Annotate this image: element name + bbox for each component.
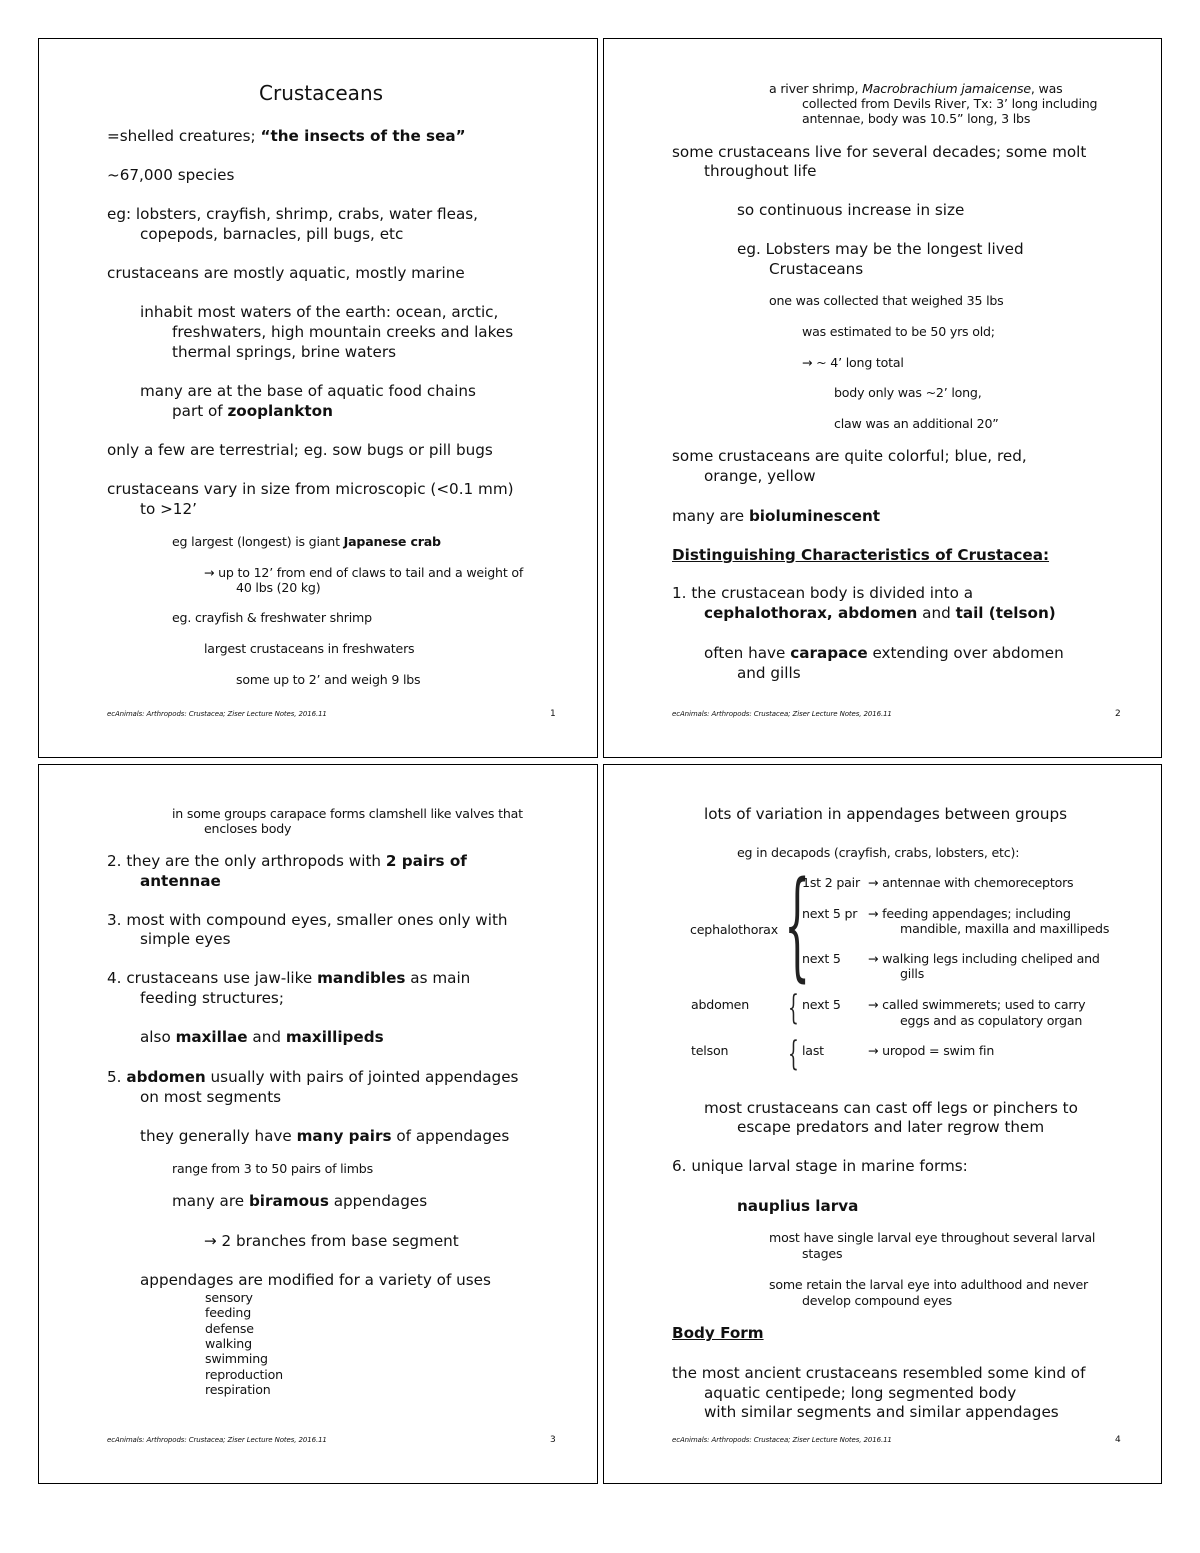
footer: ecAnimals: Arthropods: Crustacea; Ziser Lecture Notes, 2016.11: [672, 710, 892, 718]
text-line: range from 3 to 50 pairs of limbs: [172, 1161, 373, 1176]
text-line: lots of variation in appendages between groups: [704, 805, 1068, 823]
table-cell: eggs and as copulatory organ: [900, 1013, 1083, 1028]
footer: ecAnimals: Arthropods: Crustacea; Ziser Lecture Notes, 2016.11: [107, 710, 327, 718]
text-line: throughout life: [704, 162, 817, 180]
table-cell: → antennae with chemoreceptors: [868, 875, 1074, 890]
text-line: most crustaceans can cast off legs or pinchers to: [704, 1099, 1078, 1117]
text-line: largest crustaceans in freshwaters: [204, 641, 415, 656]
left-brace: {: [784, 855, 811, 993]
section-heading: Body Form: [672, 1324, 764, 1342]
text-line: freshwaters, high mountain creeks and lakes: [172, 323, 514, 341]
footer: ecAnimals: Arthropods: Crustacea; Ziser Lecture Notes, 2016.11: [107, 1436, 327, 1444]
text-line: and gills: [737, 664, 801, 682]
text-line: simple eyes: [140, 930, 231, 948]
list-item: feeding: [205, 1305, 251, 1320]
text-line: eg in decapods (crayfish, crabs, lobsters, etc):: [737, 845, 1020, 860]
section-heading: Distinguishing Characteristics of Crustacea:: [672, 546, 1050, 564]
list-item: respiration: [205, 1382, 271, 1397]
text-line: eg. crayfish & freshwater shrimp: [172, 610, 372, 625]
text-line: stages: [802, 1246, 843, 1261]
text-line: on most segments: [140, 1088, 282, 1106]
table-cell: → walking legs including cheliped and: [868, 951, 1100, 966]
text-line: 1. the crustacean body is divided into a: [672, 584, 974, 602]
text-line: =shelled creatures; “the insects of the sea”: [107, 127, 466, 145]
text-line: → up to 12’ from end of claws to tail and a weight of: [204, 565, 524, 580]
text-line: 2. they are the only arthropods with 2 pairs of: [107, 852, 467, 870]
text-line: some up to 2’ and weigh 9 lbs: [236, 672, 421, 687]
row-label: cephalothorax: [690, 922, 778, 937]
text-line: copepods, barnacles, pill bugs, etc: [140, 225, 404, 243]
text-line: some crustaceans are quite colorful; blue, red,: [672, 447, 1027, 465]
text-line: → 2 branches from base segment: [204, 1232, 459, 1250]
slide-1: [38, 38, 598, 758]
text-line: many are bioluminescent: [672, 507, 881, 525]
text-line: was estimated to be 50 yrs old;: [802, 324, 995, 339]
text-line: feeding structures;: [140, 989, 284, 1007]
table-cell: next 5 pr: [802, 906, 858, 921]
row-label: abdomen: [691, 997, 750, 1012]
footer: ecAnimals: Arthropods: Crustacea; Ziser Lecture Notes, 2016.11: [672, 1436, 892, 1444]
table-cell: last: [802, 1043, 824, 1058]
text-line: inhabit most waters of the earth: ocean, arctic,: [140, 303, 499, 321]
text-line: antennae, body was 10.5” long, 3 lbs: [802, 111, 1031, 126]
table-cell: → feeding appendages; including: [868, 906, 1071, 921]
text-line: eg largest (longest) is giant Japanese crab: [172, 534, 441, 549]
text-line: a river shrimp, Macrobrachium jamaicense, was: [769, 81, 1063, 96]
text-line: the most ancient crustaceans resembled some kind of: [672, 1364, 1086, 1382]
slide-4: [603, 764, 1162, 1484]
text-line: some retain the larval eye into adulthood and never: [769, 1277, 1089, 1292]
left-brace: {: [788, 988, 799, 1028]
list-item: swimming: [205, 1351, 268, 1366]
text-line: nauplius larva: [737, 1197, 859, 1215]
text-line: many are biramous appendages: [172, 1192, 428, 1210]
text-line: one was collected that weighed 35 lbs: [769, 293, 1004, 308]
slide-title: Crustaceans: [259, 81, 384, 105]
text-line: crustaceans are mostly aquatic, mostly marine: [107, 264, 465, 282]
list-item: sensory: [205, 1290, 253, 1305]
text-line: part of zooplankton: [172, 402, 333, 420]
table-cell: → called swimmerets; used to carry: [868, 997, 1086, 1012]
text-line: they generally have many pairs of appendages: [140, 1127, 510, 1145]
page-number: 3: [550, 1435, 556, 1445]
page-number: 2: [1115, 709, 1121, 719]
text-line: → ~ 4’ long total: [802, 355, 904, 370]
text-line: ~67,000 species: [107, 166, 235, 184]
page-number: 1: [550, 709, 556, 719]
table-cell: → uropod = swim fin: [868, 1043, 995, 1058]
text-line: 6. unique larval stage in marine forms:: [672, 1157, 968, 1175]
text-line: cephalothorax, abdomen and tail (telson): [704, 604, 1056, 622]
text-line: only a few are terrestrial; eg. sow bugs or pill bugs: [107, 441, 493, 459]
text-line: eg: lobsters, crayfish, shrimp, crabs, water fleas,: [107, 205, 479, 223]
text-line: many are at the base of aquatic food chains: [140, 382, 476, 400]
table-cell: mandible, maxilla and maxillipeds: [900, 921, 1110, 936]
text-line: claw was an additional 20”: [834, 416, 999, 431]
text-line: thermal springs, brine waters: [172, 343, 396, 361]
slide-3: [38, 764, 598, 1484]
text-line: also maxillae and maxillipeds: [140, 1028, 384, 1046]
text-line: often have carapace extending over abdomen: [704, 644, 1064, 662]
text-line: body only was ~2’ long,: [834, 385, 982, 400]
text-line: with similar segments and similar appendages: [704, 1403, 1059, 1421]
text-line: appendages are modified for a variety of uses: [140, 1271, 491, 1289]
left-brace: {: [788, 1034, 799, 1074]
list-item: defense: [205, 1321, 254, 1336]
text-line: 4. crustaceans use jaw-like mandibles as main: [107, 969, 471, 987]
row-label: telson: [691, 1043, 729, 1058]
slide-2: [603, 38, 1162, 758]
text-line: crustaceans vary in size from microscopic (<0.1 mm): [107, 480, 514, 498]
text-line: 5. abdomen usually with pairs of jointed appendages: [107, 1068, 519, 1086]
text-line: encloses body: [204, 821, 292, 836]
text-line: so continuous increase in size: [737, 201, 965, 219]
table-cell: 1st 2 pair: [802, 875, 860, 890]
text-line: Crustaceans: [769, 260, 864, 278]
table-cell: next 5: [802, 997, 841, 1012]
text-line: antennae: [140, 872, 221, 890]
text-line: some crustaceans live for several decades; some molt: [672, 143, 1087, 161]
text-line: eg. Lobsters may be the longest lived: [737, 240, 1024, 258]
text-line: most have single larval eye throughout several larval: [769, 1230, 1096, 1245]
text-line: collected from Devils River, Tx: 3’ long including: [802, 96, 1098, 111]
text-line: in some groups carapace forms clamshell like valves that: [172, 806, 523, 821]
page-number: 4: [1115, 1435, 1121, 1445]
list-item: reproduction: [205, 1367, 283, 1382]
table-cell: gills: [900, 966, 925, 981]
text-line: 40 lbs (20 kg): [236, 580, 321, 595]
text-line: to >12’: [140, 500, 197, 518]
list-item: walking: [205, 1336, 252, 1351]
table-cell: next 5: [802, 951, 841, 966]
text-line: 3. most with compound eyes, smaller ones only with: [107, 911, 508, 929]
text-line: escape predators and later regrow them: [737, 1118, 1045, 1136]
text-line: develop compound eyes: [802, 1293, 953, 1308]
text-line: aquatic centipede; long segmented body: [704, 1384, 1017, 1402]
text-line: orange, yellow: [704, 467, 816, 485]
